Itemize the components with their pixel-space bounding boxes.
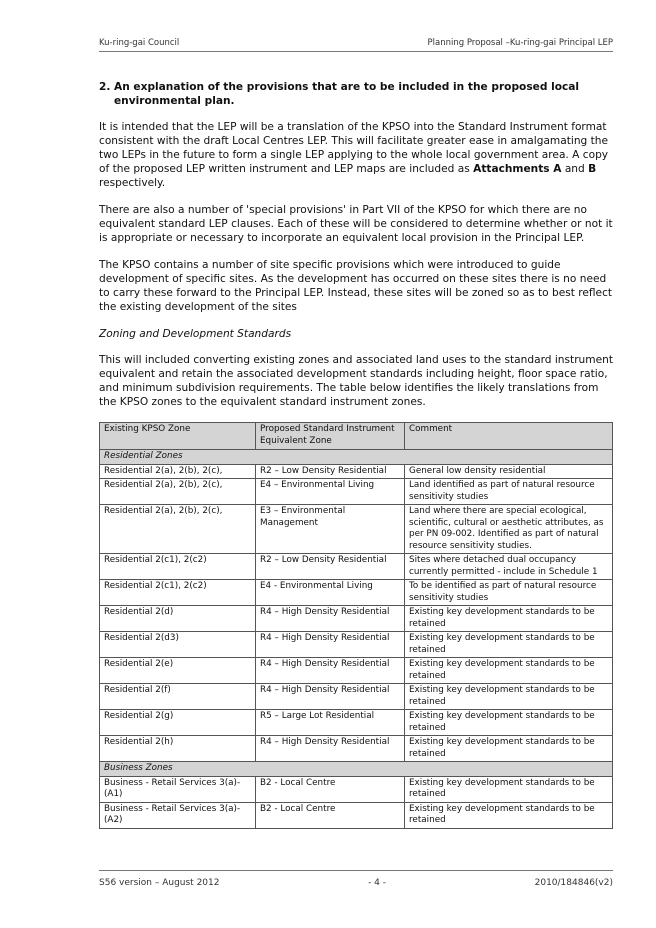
- proposed-zone-cell: R2 – Low Density Residential: [256, 464, 405, 479]
- paragraph-1-text: It is intended that the LEP will be a translation of the KPSO into the Standard Instrument format consistent with the draft Local Centres LEP. This will facilitate greater ease in amalgamating the two LEPs in the future to form a single LEP applying to the whole local government area. A copy of the proposed LEP written instrument and LEP maps are included as: [99, 121, 609, 175]
- page-header: [99, 38, 613, 48]
- page-number: - 4 -: [368, 878, 387, 888]
- attachment-b-ref: B: [588, 163, 597, 175]
- page-footer: [99, 878, 613, 888]
- paragraph-1: [99, 120, 613, 190]
- table-row: [100, 776, 613, 802]
- table-row: [100, 658, 613, 684]
- existing-zone-cell: Residential 2(d): [100, 606, 256, 632]
- existing-zone-cell: Residential 2(c1), 2(c2): [100, 554, 256, 580]
- comment-cell: Existing key development standards to be retained: [405, 710, 613, 736]
- zone-translation-table: [99, 422, 613, 829]
- proposed-zone-cell: E4 - Environmental Living: [256, 580, 405, 606]
- comment-cell: Land identified as part of natural resource sensitivity studies: [405, 479, 613, 505]
- existing-zone-cell: Residential 2(g): [100, 710, 256, 736]
- header-rule: [99, 51, 613, 52]
- comment-cell: To be identified as part of natural resource sensitivity studies: [405, 580, 613, 606]
- proposed-zone-cell: E4 – Environmental Living: [256, 479, 405, 505]
- table-row: [100, 684, 613, 710]
- table-row: [100, 554, 613, 580]
- proposed-zone-cell: B2 - Local Centre: [256, 802, 405, 828]
- header-right: Planning Proposal –Ku-ring-gai Principal LEP: [427, 38, 613, 48]
- proposed-zone-cell: R4 – High Density Residential: [256, 606, 405, 632]
- comment-cell: Existing key development standards to be retained: [405, 736, 613, 762]
- table-group-row: [100, 762, 613, 777]
- table-row: [100, 505, 613, 554]
- section-heading: [99, 80, 613, 108]
- existing-zone-cell: Business - Retail Services 3(a)-(A2): [100, 802, 256, 828]
- attachment-a-ref: Attachments A: [473, 163, 562, 175]
- proposed-zone-cell: E3 – Environmental Management: [256, 505, 405, 554]
- table-row: [100, 606, 613, 632]
- proposed-zone-cell: R2 – Low Density Residential: [256, 554, 405, 580]
- table-row: [100, 710, 613, 736]
- proposed-zone-cell: R4 – High Density Residential: [256, 736, 405, 762]
- proposed-zone-cell: R4 – High Density Residential: [256, 658, 405, 684]
- table-body: [100, 450, 613, 829]
- column-header: Comment: [405, 423, 613, 450]
- group-title: Residential Zones: [100, 450, 613, 465]
- proposed-zone-cell: R4 – High Density Residential: [256, 684, 405, 710]
- section-number: 2.: [99, 81, 111, 93]
- table-row: [100, 802, 613, 828]
- column-header: Existing KPSO Zone: [100, 423, 256, 450]
- table-row: [100, 479, 613, 505]
- table-group-row: [100, 450, 613, 465]
- comment-cell: Existing key development standards to be retained: [405, 776, 613, 802]
- footer-right: 2010/184846(v2): [534, 878, 613, 888]
- header-left: Ku-ring-gai Council: [99, 38, 180, 48]
- existing-zone-cell: Residential 2(c1), 2(c2): [100, 580, 256, 606]
- existing-zone-cell: Residential 2(d3): [100, 632, 256, 658]
- column-header: Proposed Standard Instrument Equivalent Zone: [256, 423, 405, 450]
- existing-zone-cell: Residential 2(a), 2(b), 2(c),: [100, 464, 256, 479]
- paragraph-1-and: and: [561, 163, 589, 175]
- paragraph-4: This will included converting existing zones and associated land uses to the standard instrument equivalent and retain the associated development standards including height, floor space ratio, and minimum subdivision requirements. The table below identifies the likely translations from the KPSO zones to the equivalent standard instrument zones.: [99, 354, 613, 408]
- table-row: [100, 580, 613, 606]
- table-row: [100, 632, 613, 658]
- comment-cell: Sites where detached dual occupancy currently permitted - include in Schedule 1: [405, 554, 613, 580]
- comment-cell: Existing key development standards to be retained: [405, 658, 613, 684]
- paragraph-1-end: respectively.: [99, 177, 166, 189]
- comment-cell: Existing key development standards to be retained: [405, 684, 613, 710]
- comment-cell: Land where there are special ecological, scientific, cultural or aesthetic attributes, as per PN 09-002. Identified as part of natural resource sensitivity studies.: [405, 505, 613, 554]
- proposed-zone-cell: R5 – Large Lot Residential: [256, 710, 405, 736]
- section-title: An explanation of the provisions that are to be included in the proposed local environmental plan.: [114, 81, 580, 107]
- table-header-row: [100, 423, 613, 450]
- proposed-zone-cell: B2 - Local Centre: [256, 776, 405, 802]
- paragraph-2: There are also a number of 'special provisions' in Part VII of the KPSO for which there are no equivalent standard LEP clauses. Each of these will be considered to determine whether or not it is appropriate or necessary to incorporate an equivalent local provision in the Principal LEP.: [99, 204, 613, 244]
- comment-cell: Existing key development standards to be retained: [405, 802, 613, 828]
- table-row: [100, 736, 613, 762]
- existing-zone-cell: Residential 2(f): [100, 684, 256, 710]
- comment-cell: General low density residential: [405, 464, 613, 479]
- table-row: [100, 464, 613, 479]
- footer-rule: [99, 870, 613, 871]
- existing-zone-cell: Residential 2(e): [100, 658, 256, 684]
- existing-zone-cell: Residential 2(h): [100, 736, 256, 762]
- group-title: Business Zones: [100, 762, 613, 777]
- footer-left: S56 version – August 2012: [99, 878, 220, 888]
- existing-zone-cell: Residential 2(a), 2(b), 2(c),: [100, 505, 256, 554]
- proposed-zone-cell: R4 – High Density Residential: [256, 632, 405, 658]
- existing-zone-cell: Business - Retail Services 3(a)-(A1): [100, 776, 256, 802]
- paragraph-3: The KPSO contains a number of site specific provisions which were introduced to guide development of specific sites. As the development has occurred on these sites there is no need to carry these forward to the Principal LEP. Instead, these sites will be zoned so as to best reflect the existing development of the sites: [99, 259, 613, 313]
- subheading-zoning: Zoning and Development Standards: [99, 328, 292, 340]
- comment-cell: Existing key development standards to be retained: [405, 632, 613, 658]
- existing-zone-cell: Residential 2(a), 2(b), 2(c),: [100, 479, 256, 505]
- document-body: [99, 80, 613, 829]
- comment-cell: Existing key development standards to be retained: [405, 606, 613, 632]
